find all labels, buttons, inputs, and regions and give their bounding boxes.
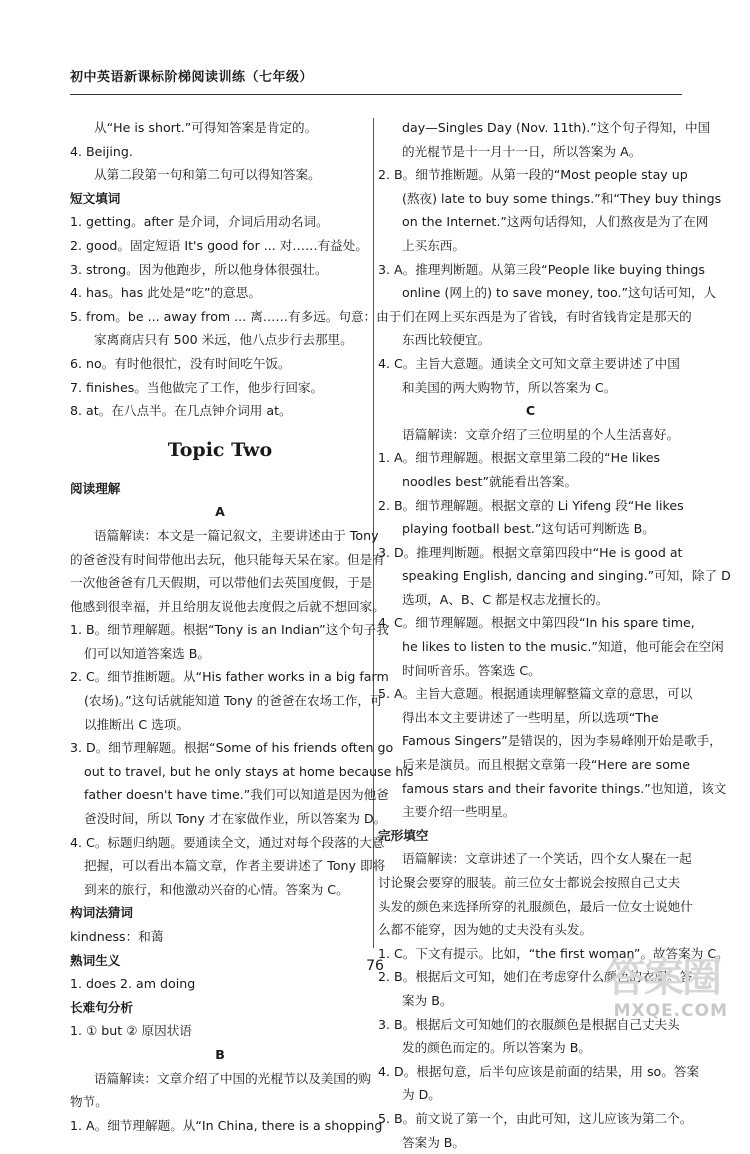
text-line: 时间听音乐。答案选 C。 xyxy=(402,662,541,678)
answer-item: 3. D。推理判断题。根据文章第四段中“He is good at xyxy=(378,544,683,560)
text-line: 东西比较便宜。 xyxy=(402,332,491,348)
section-heading-fill: 短文填词 xyxy=(70,190,121,206)
text-line: Famous Singers”是错误的，因为李易峰刚开始是歌手， xyxy=(402,733,722,749)
answer-item: 2. B。细节理解题。根据文章的 Li Yifeng 段“He likes xyxy=(378,497,684,513)
section-heading-word: 构词法猜词 xyxy=(70,905,133,921)
text-line: 案为 B。 xyxy=(402,992,453,1008)
text-line: 上买东西。 xyxy=(402,237,465,253)
answer-item: 5. A。主旨大意题。根据通读理解整篇文章的意思，可以 xyxy=(378,686,693,702)
header-title: 初中英语新课标阶梯阅读训练（七年级） xyxy=(70,70,314,85)
text-line: 得出本文主要讲述了一些明星，所以选项“The xyxy=(402,709,659,725)
section-heading-reading: 阅读理解 xyxy=(70,480,121,496)
watermark xyxy=(590,955,740,1025)
text-line: 么都不能穿，因为她的丈夫没有头发。 xyxy=(378,922,593,938)
text-line: 1. ① but ② 原因状语 xyxy=(70,1023,192,1039)
text-line: 从第二段第一句和第二句可以得知答案。 xyxy=(94,167,321,183)
answer-item: 1. getting。after 是介词，介词后用动名词。 xyxy=(70,214,329,230)
answer-item: 5. from。be ... away from ... 离……有多远。句意：由于 xyxy=(70,308,402,324)
text-line: 们在网上买东西是为了省钱，有时省钱肯定是那天的 xyxy=(402,308,692,324)
section-heading-familiar: 熟词生义 xyxy=(70,952,121,968)
answer-item: 2. B。根据后文可知，她们在考虑穿什么颜色的衣服。答 xyxy=(378,969,693,985)
answer-item: 3. B。根据后文可知她们的衣服颜色是根据自己丈夫头 xyxy=(378,1016,680,1032)
answer-item: 3. A。推理判断题。从第三段“People like buying things xyxy=(378,261,705,277)
text-line: noodles best”就能看出答案。 xyxy=(402,473,578,489)
answer-item: 1. B。细节理解题。根据“Tony is an Indian”这个句子我 xyxy=(70,622,389,638)
page-header xyxy=(70,64,680,92)
text-line: 以推断出 C 选项。 xyxy=(84,716,189,732)
text-line: kindness：和蔼 xyxy=(70,929,164,944)
text-line: famous stars and their favorite things.”也知道，该文 xyxy=(402,780,727,796)
section-heading-cloze: 完形填空 xyxy=(378,827,429,843)
answer-item: 1. A。细节理解题。从“In China, there is a shopping xyxy=(70,1117,383,1133)
text-line: 家离商店只有 500 米远，他八点步行去那里。 xyxy=(94,332,353,348)
passage-label-b: B xyxy=(215,1046,225,1062)
page-number: 76 xyxy=(366,958,384,974)
text-line: online (网上的) to save money, too.”这句话可知，人 xyxy=(402,285,717,301)
text-line: 后来是演员。而且根据文章第一段“Here are some xyxy=(402,757,690,773)
answer-item: 4. has。has 此处是“吃”的意思。 xyxy=(70,285,261,301)
answer-item: 1. A。细节理解题。根据文章里第二段的“He likes xyxy=(378,450,661,466)
answer-item: 2. C。细节推断题。从“His father works in a big farm xyxy=(70,669,389,685)
header-rule xyxy=(70,94,682,95)
answer-item: 4. Beijing. xyxy=(70,143,133,159)
text-line: 和美国的两大购物节，所以答案为 C。 xyxy=(402,379,617,395)
answer-item: 6. no。有时他很忙，没有时间吃午饭。 xyxy=(70,355,291,371)
answer-item: 7. finishes。当他做完了工作，他步行回家。 xyxy=(70,379,324,395)
answer-item: 2. B。细节推断题。从第一段的“Most people stay up xyxy=(378,167,688,183)
text-line: 物节。 xyxy=(70,1094,108,1110)
text-line: 主要介绍一些明星。 xyxy=(402,804,516,820)
text-line: father doesn't have time.”我们可以知道是因为他爸 xyxy=(84,787,389,803)
text-line: 他感到很幸福，并且给朋友说他去度假之后就不想回家。 xyxy=(70,598,385,614)
text-line: 一次他爸爸有几天假期，可以带他们去英国度假，于是 xyxy=(70,575,373,591)
text-line: 爸没时间，所以 Tony 才在家做作业，所以答案为 D。 xyxy=(84,811,387,827)
text-line: out to travel, but he only stays at home because his xyxy=(84,763,414,779)
text-line: 选项，A、B、C 都是权志龙擅长的。 xyxy=(402,591,609,607)
answer-item: 8. at。在八点半。在几点钟介词用 at。 xyxy=(70,403,292,419)
text-line: speaking English, dancing and singing.”可知，除了 D xyxy=(402,568,731,584)
text-line: 发的颜色而定的。所以答案为 B。 xyxy=(402,1040,591,1056)
text-line: 头发的颜色来选择所穿的礼服颜色，最后一位女士说她什 xyxy=(378,898,693,914)
text-line: 语篇解读：文章介绍了三位明星的个人生活喜好。 xyxy=(402,426,680,442)
answer-item: 4. C。标题归纳题。要通读全文，通过对每个段落的大意 xyxy=(70,834,385,850)
text-line: on the Internet.”这两句话得知，人们熬夜是为了在网 xyxy=(402,214,709,230)
text-line: 语篇解读：文章讲述了一个笑话，四个女人聚在一起 xyxy=(402,851,692,867)
text-line: (熬夜) late to buy some things.”和“They buy things xyxy=(402,190,722,206)
answer-item: 4. D。根据句意，后半句应该是前面的结果，用 so。答案 xyxy=(378,1063,700,1079)
watermark-logo: 答案圈 xyxy=(606,955,720,1001)
text-line: 答案为 B。 xyxy=(402,1134,466,1150)
text-line: 到来的旅行，和他激动兴奋的心情。答案为 C。 xyxy=(84,881,349,897)
text-line: 1. does 2. am doing xyxy=(70,976,196,992)
watermark-text: MXQE.COM xyxy=(613,1001,728,1021)
answer-item: 2. good。固定短语 It's good for ... 对……有益处。 xyxy=(70,237,368,253)
answer-item: 1. C。下文有提示。比如，“the first woman”。故答案为 C。 xyxy=(378,945,729,961)
text-line: 语篇解读：本文是一篇记叙文，主要讲述由于 Tony xyxy=(94,527,379,543)
text-line: 的爸爸没有时间带他出去玩，他只能每天呆在家。但是有 xyxy=(70,551,385,567)
text-line: he likes to listen to the music.”知道，他可能会在空闲 xyxy=(402,639,724,655)
answer-item: 4. C。主旨大意题。通读全文可知文章主要讲述了中国 xyxy=(378,355,680,371)
answer-item: 4. C。细节理解题。根据文中第四段“In his spare time, xyxy=(378,615,695,631)
text-line: 语篇解读：文章介绍了中国的光棍节以及美国的购 xyxy=(94,1070,372,1086)
text-line: (农场)。”这句话就能知道 Tony 的爸爸在农场工作，可 xyxy=(84,693,383,709)
passage-label-c: C xyxy=(525,403,536,419)
answer-item: 3. strong。因为他跑步，所以他身体很强壮。 xyxy=(70,261,328,277)
text-line: 的光棍节是十一月十一日，所以答案为 A。 xyxy=(402,143,642,159)
text-line: 把握，可以看出本篇文章，作者主要讲述了 Tony 即将 xyxy=(84,858,386,874)
topic-title: Topic Two xyxy=(167,438,273,461)
answer-item: 3. D。细节理解题。根据“Some of his friends often go xyxy=(70,740,394,756)
section-heading-long: 长难句分析 xyxy=(70,999,133,1015)
text-line: 从“He is short.”可得知答案是肯定的。 xyxy=(94,120,318,135)
text-line: 为 D。 xyxy=(402,1087,441,1103)
text-line: 讨论聚会要穿的服装。前三位女士都说会按照自己丈夫 xyxy=(378,875,681,890)
text-line: playing football best.”这句话可判断选 B。 xyxy=(402,521,655,537)
text-line: day—Singles Day (Nov. 11th).”这个句子得知，中国 xyxy=(402,120,711,135)
passage-label-a: A xyxy=(215,504,225,520)
text-line: 们可以知道答案选 B。 xyxy=(84,645,210,661)
answer-item: 5. B。前文说了第一个，由此可知，这儿应该为第二个。 xyxy=(378,1110,693,1126)
